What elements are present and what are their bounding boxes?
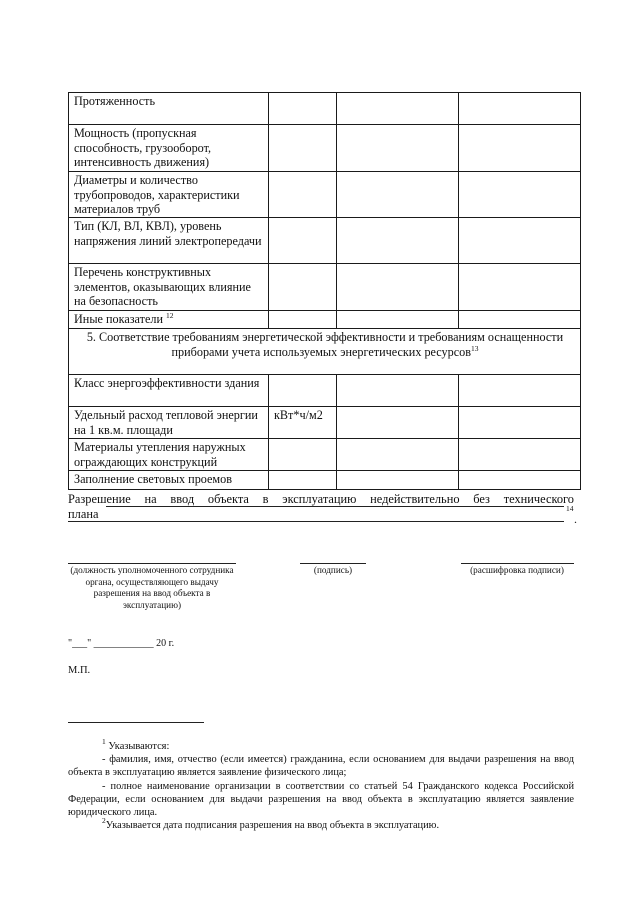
row-label: Класс энергоэффективности здания: [74, 376, 260, 390]
value-cell[interactable]: [459, 93, 581, 125]
table-row: [69, 439, 581, 471]
decoding-caption: (расшифровка подписи): [470, 565, 564, 575]
value-cell[interactable]: [337, 407, 459, 439]
value-cell[interactable]: [459, 375, 581, 407]
table-row: [69, 375, 581, 407]
footnotes: [68, 737, 574, 832]
footnote-2-mark: 2: [102, 816, 106, 826]
row-label-cell: [69, 264, 269, 311]
document-page: Протяженность Мощность (пропускная способность, грузооборот, интенсивность движения) Диаметры и количество трубопроводов, характеристики материалов труб Тип (КЛ, ВЛ, КВЛ), уровень напряжения линий электропередачи Перечень конструктивных элементов, оказывающих влияние на безопасность Иные показатели $^{12}$ 5. Соответствие требованиям энергетической эффективности и требованиям оснащенности приборами учета используемых энергетических ресурсов$^{13}$ Класс энергоэффективности здания Удельный расход тепловой энергии на 1 кв.м. площади кВт*ч/м2 Материалы утепления наружных ограждающих конструкций Заполнение световых проемов Разрешение на ввод объекта в эксплуатацию недействительно без технического плана 14 . (должность уполномоченного сотрудника органа, осуществляющего выдачу разрешения на ввод объекта в эксплуатацию) (подпись) (расшифровка подписи) "___" ____________ 20 г. М.П. $^1$ Указываются: - фамилия, имя, отчество (если имеется) гражданина, если основанием для выдачи разрешения на ввод объекта в эксплуатацию является заявление физического лица; - полное наименование организации в соответствии со статьей 54 Гражданского кодекса Российской Федерации, если основанием для выдачи разрешения на ввод объекта в эксплуатацию является заявление юридического лица. $^2$Указывается дата подписания разрешения на ввод объекта в эксплуатацию.: [0, 0, 640, 905]
section-5-heading: [69, 329, 581, 375]
footnote-separator: [68, 722, 204, 723]
signature-caption: (подпись): [313, 565, 353, 575]
value-cell[interactable]: [337, 471, 459, 490]
row-label-cell: [69, 218, 269, 264]
technical-plan-blank[interactable]: [106, 506, 564, 507]
table-row: [69, 407, 581, 439]
footnote-1-title: Указываются:: [108, 741, 170, 752]
unit-cell[interactable]: [269, 125, 337, 172]
row-label-cell: [69, 471, 269, 490]
value-cell[interactable]: [459, 218, 581, 264]
unit-cell[interactable]: [269, 264, 337, 311]
footnote-ref: 12: [166, 311, 174, 320]
table-row: [69, 125, 581, 172]
indicators-table: [68, 92, 581, 490]
unit-cell[interactable]: [269, 218, 337, 264]
value-cell[interactable]: [337, 375, 459, 407]
row-label: Мощность (пропускная способность, грузооборот, интенсивность движения): [74, 126, 212, 170]
unit-cell[interactable]: [269, 407, 337, 439]
value-cell[interactable]: [337, 125, 459, 172]
technical-plan-blank-2[interactable]: [68, 521, 564, 522]
value-cell[interactable]: [459, 439, 581, 471]
unit-cell[interactable]: [269, 471, 337, 490]
unit-cell[interactable]: [269, 311, 337, 329]
value-cell[interactable]: [337, 172, 459, 218]
footnote-1-mark: 1: [102, 737, 106, 746]
value-cell[interactable]: [337, 93, 459, 125]
permission-end-dot: .: [574, 512, 577, 526]
row-label: Удельный расход тепловой энергии на 1 кв.м. площади: [74, 408, 258, 437]
value-cell[interactable]: [459, 407, 581, 439]
section-5-text: 5. Соответствие требованиям энергетической эффективности и требованиям оснащенности приборами учета используемых энергетических ресурсов: [86, 330, 564, 359]
table-row: [69, 311, 581, 329]
table-row: [69, 93, 581, 125]
permission-line-2: [68, 507, 574, 522]
unit-cell[interactable]: [269, 172, 337, 218]
row-label: Протяженность: [74, 94, 156, 108]
footnote-2-text: Указывается дата подписания разрешения на ввод объекта в эксплуатацию.: [105, 820, 440, 832]
section-5-row: [69, 329, 581, 375]
table-row: [69, 471, 581, 490]
unit-label: кВт*ч/м2: [274, 408, 323, 422]
table-row: [69, 172, 581, 218]
row-label-cell: [69, 125, 269, 172]
table-section-5: [69, 329, 581, 375]
signature-line[interactable]: [300, 563, 366, 564]
footnote-2: [68, 816, 574, 832]
row-label: Заполнение световых проемов: [74, 472, 232, 486]
footnote-ref-13: 13: [470, 343, 479, 353]
value-cell[interactable]: [337, 311, 459, 329]
value-cell[interactable]: [337, 439, 459, 471]
unit-cell[interactable]: [269, 375, 337, 407]
row-label-cell: [69, 439, 269, 471]
value-cell[interactable]: [459, 125, 581, 172]
footnote-1-item-1: - фамилия, имя, отчество (если имеется) гражданина, если основанием для выдачи разрешения на ввод объекта в эксплуатацию является заявление физического лица;: [68, 754, 574, 779]
row-label-cell: [69, 375, 269, 407]
row-label: Иные показатели: [74, 312, 163, 326]
stamp-place: М.П.: [68, 665, 91, 676]
decoding-signature-line[interactable]: [461, 563, 574, 564]
unit-cell[interactable]: [269, 93, 337, 125]
permission-statement: [68, 492, 574, 522]
row-label-cell: [69, 172, 269, 218]
value-cell[interactable]: [459, 264, 581, 311]
footnote-1-title-line: [68, 737, 574, 753]
position-caption: (должность уполномоченного сотрудника органа, осуществляющего выдачу разрешения на ввод объекта в эксплуатацию): [70, 565, 234, 610]
permission-line-1: Разрешение на ввод объекта в эксплуатацию недействительно без технического: [68, 492, 574, 506]
unit-cell[interactable]: [269, 439, 337, 471]
table-row: [69, 218, 581, 264]
value-cell[interactable]: [459, 471, 581, 490]
value-cell[interactable]: [337, 264, 459, 311]
date-line[interactable]: "___" ____________ 20 г.: [68, 638, 175, 649]
value-cell[interactable]: [337, 218, 459, 264]
row-label-cell: [69, 407, 269, 439]
row-label: Материалы утепления наружных ограждающих конструкций: [74, 440, 246, 469]
permission-word-plan: плана: [68, 507, 99, 521]
position-signature-line[interactable]: [68, 563, 236, 564]
row-label-cell: [69, 93, 269, 125]
footnote-1-item-2: - полное наименование организации в соответствии со статьей 54 Гражданского кодекса Российской Федерации, если основанием для выдачи разрешения на ввод объекта в эксплуатацию является заявление юридического лица.: [68, 780, 574, 819]
table-top-section: [69, 93, 581, 329]
row-label: Диаметры и количество трубопроводов, характеристики материалов труб: [74, 173, 240, 217]
row-label: Перечень конструктивных элементов, оказывающих влияние на безопасность: [74, 265, 251, 309]
row-label-cell: [69, 311, 269, 329]
table-row: [69, 264, 581, 311]
value-cell[interactable]: [459, 311, 581, 329]
table-bottom-section: [69, 375, 581, 490]
value-cell[interactable]: [459, 172, 581, 218]
row-label: Тип (КЛ, ВЛ, КВЛ), уровень напряжения линий электропередачи: [74, 219, 262, 248]
